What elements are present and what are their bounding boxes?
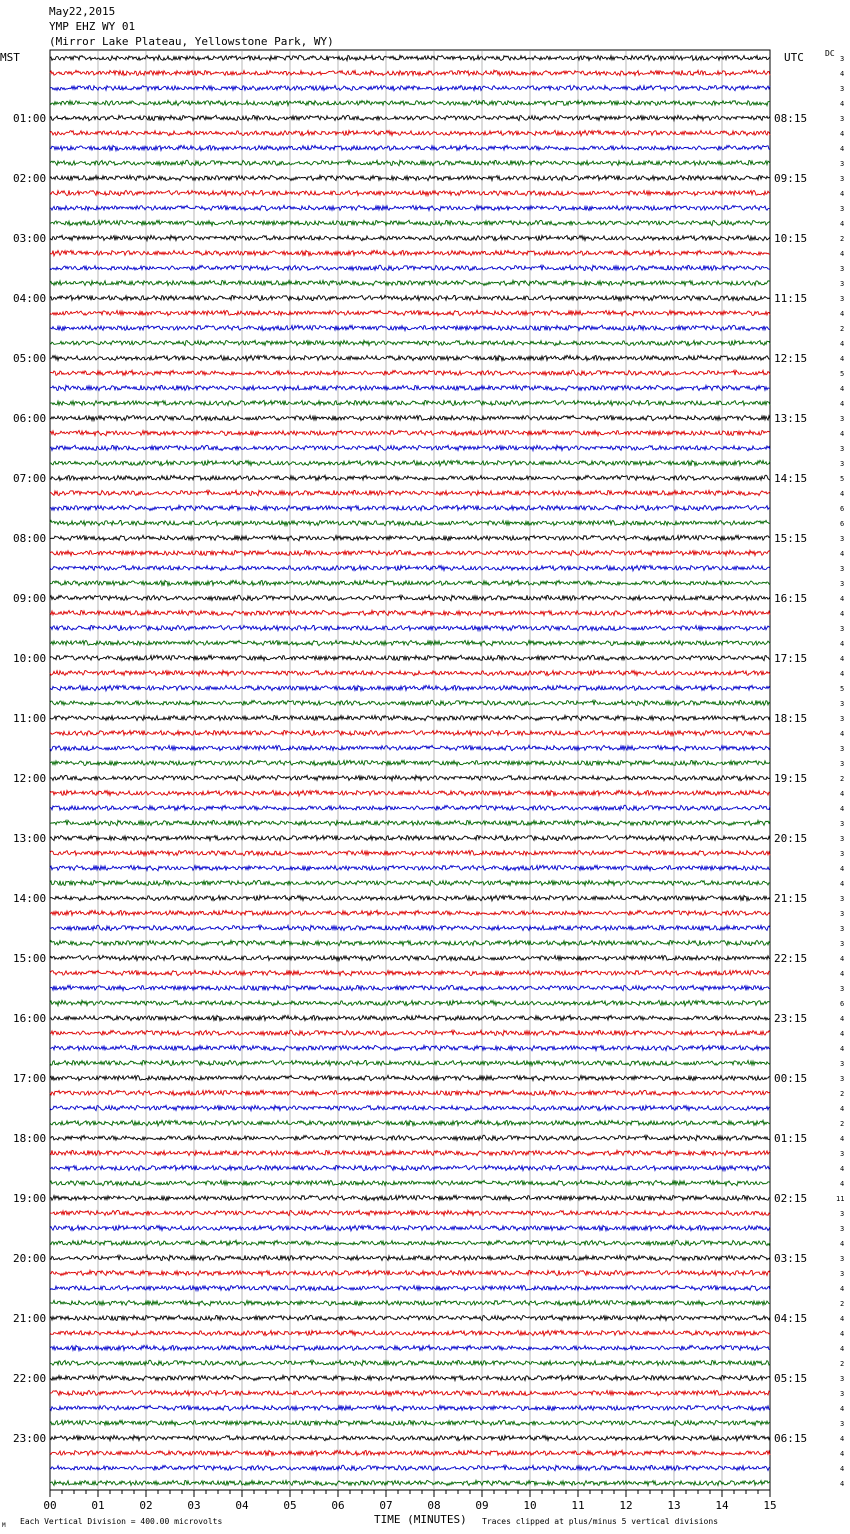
dc-value: 3	[840, 1225, 845, 1233]
trace-row-94	[50, 1450, 770, 1455]
trace-row-43	[50, 685, 770, 691]
dc-value: 3	[840, 1075, 845, 1083]
trace-row-24	[50, 400, 770, 405]
dc-value: 3	[840, 820, 845, 828]
right-hour-label: 08:15	[774, 112, 808, 125]
trace-row-8	[50, 160, 770, 166]
right-hour-label: 23:15	[774, 1012, 808, 1025]
trace-row-93	[50, 1435, 770, 1440]
x-axis	[43, 1490, 776, 1512]
trace-row-57	[50, 895, 770, 900]
trace-row-21	[50, 355, 770, 361]
x-tick-label: 12	[619, 1499, 633, 1512]
trace-row-75	[50, 1165, 770, 1170]
trace-row-44	[50, 700, 770, 706]
corner-mark: M	[2, 1522, 6, 1529]
left-hour-label: 09:00	[13, 592, 47, 605]
dc-value: 4	[840, 100, 845, 108]
trace-row-51	[50, 805, 770, 810]
dc-value: 4	[840, 70, 845, 78]
left-hour-label: 05:00	[13, 352, 47, 365]
trace-row-29	[50, 475, 770, 480]
dc-value: 11	[836, 1195, 845, 1203]
dc-value: 3	[840, 745, 845, 753]
right-hour-label: 09:15	[774, 172, 808, 185]
right-hour-label: 11:15	[774, 292, 808, 305]
dc-value: 3	[840, 85, 845, 93]
right-hour-label: 03:15	[774, 1252, 808, 1265]
dc-value: 2	[840, 325, 845, 333]
dc-value: 4	[840, 130, 845, 138]
trace-row-64	[50, 1000, 770, 1005]
dc-value: 3	[840, 160, 845, 168]
trace-row-70	[50, 1090, 770, 1095]
record-date: May22,2015	[49, 5, 116, 18]
trace-row-47	[50, 745, 770, 750]
dc-value: 3	[840, 940, 845, 948]
trace-row-48	[50, 760, 770, 765]
trace-row-19	[50, 325, 770, 330]
trace-row-39	[50, 625, 770, 630]
x-tick-label: 13	[667, 1499, 681, 1512]
right-hour-label: 19:15	[774, 772, 808, 785]
trace-row-25	[50, 415, 770, 420]
dc-value: 4	[840, 955, 845, 963]
trace-row-86	[50, 1330, 770, 1335]
dc-value: 3	[840, 835, 845, 843]
trace-row-4	[50, 100, 770, 105]
trace-row-28	[50, 460, 770, 466]
dc-value: 3	[840, 580, 845, 588]
dc-value: 2	[840, 775, 845, 783]
trace-row-27	[50, 445, 770, 450]
x-tick-label: 01	[91, 1499, 105, 1512]
trace-row-90	[50, 1390, 770, 1395]
dc-value: 4	[840, 640, 845, 648]
dc-value: 3	[840, 265, 845, 273]
trace-row-69	[50, 1075, 770, 1080]
right-hour-label: 18:15	[774, 712, 808, 725]
left-hour-label: 16:00	[13, 1012, 47, 1025]
trace-row-52	[50, 820, 770, 825]
dc-value: 2	[840, 1120, 845, 1128]
trace-row-63	[50, 985, 770, 990]
trace-row-33	[50, 535, 770, 541]
right-hour-label: 17:15	[774, 652, 808, 665]
trace-row-88	[50, 1360, 770, 1366]
trace-row-46	[50, 730, 770, 735]
dc-value: 3	[840, 925, 845, 933]
dc-value: 3	[840, 910, 845, 918]
right-hour-label: 13:15	[774, 412, 808, 425]
dc-value: 5	[840, 370, 845, 378]
left-hour-label: 03:00	[13, 232, 47, 245]
trace-row-79	[50, 1225, 770, 1231]
trace-row-26	[50, 430, 770, 436]
dc-value: 3	[840, 55, 845, 63]
trace-row-5	[50, 115, 770, 120]
trace-row-13	[50, 235, 770, 240]
dc-value: 4	[840, 1045, 845, 1053]
trace-row-36	[50, 580, 770, 585]
dc-value: 6	[840, 520, 845, 528]
dc-value: 4	[840, 250, 845, 258]
dc-value: 4	[840, 490, 845, 498]
trace-row-84	[50, 1300, 770, 1306]
dc-value: 3	[840, 760, 845, 768]
dc-value: 3	[840, 460, 845, 468]
dc-value: 4	[840, 1465, 845, 1473]
dc-value: 4	[840, 145, 845, 153]
x-tick-label: 06	[331, 1499, 345, 1512]
right-hour-label: 21:15	[774, 892, 808, 905]
dc-value: 3	[840, 175, 845, 183]
trace-row-95	[50, 1465, 770, 1471]
trace-row-72	[50, 1120, 770, 1126]
dc-value: 3	[840, 715, 845, 723]
left-hour-label: 14:00	[13, 892, 47, 905]
x-tick-label: 09	[475, 1499, 489, 1512]
right-hour-label: 10:15	[774, 232, 808, 245]
trace-row-92	[50, 1420, 770, 1425]
trace-row-42	[50, 670, 770, 675]
dc-value: 4	[840, 385, 845, 393]
dc-value: 3	[840, 115, 845, 123]
trace-row-74	[50, 1150, 770, 1155]
dc-value: 4	[840, 610, 845, 618]
dc-value: 4	[840, 340, 845, 348]
dc-value: 4	[840, 1285, 845, 1293]
right-hour-label: 12:15	[774, 352, 808, 365]
x-tick-label: 05	[283, 1499, 297, 1512]
trace-row-22	[50, 370, 770, 375]
dc-value: 4	[840, 355, 845, 363]
right-hour-label: 16:15	[774, 592, 808, 605]
left-hour-label: 13:00	[13, 832, 47, 845]
dc-value: 5	[840, 685, 845, 693]
dc-value: 2	[840, 1360, 845, 1368]
dc-value: 4	[840, 1450, 845, 1458]
trace-row-9	[50, 175, 770, 180]
dc-value: 3	[840, 1150, 845, 1158]
trace-row-76	[50, 1180, 770, 1185]
dc-value: 3	[840, 1375, 845, 1383]
dc-value: 4	[840, 1330, 845, 1338]
trace-row-30	[50, 490, 770, 495]
trace-row-11	[50, 205, 770, 210]
dc-value: 4	[840, 1165, 845, 1173]
dc-value: 4	[840, 1315, 845, 1323]
dc-value: 3	[840, 1420, 845, 1428]
right-timezone-label: UTC	[784, 51, 804, 64]
dc-value: 4	[840, 1405, 845, 1413]
dc-value: 3	[840, 295, 845, 303]
right-hour-labels	[774, 112, 807, 1445]
trace-row-34	[50, 550, 770, 555]
trace-row-96	[50, 1480, 770, 1485]
x-tick-label: 00	[43, 1499, 57, 1512]
trace-row-18	[50, 310, 770, 315]
left-hour-label: 18:00	[13, 1132, 47, 1145]
right-hour-label: 22:15	[774, 952, 808, 965]
dc-value: 3	[840, 280, 845, 288]
trace-row-41	[50, 655, 770, 660]
left-hour-label: 17:00	[13, 1072, 47, 1085]
dc-value: 6	[840, 505, 845, 513]
trace-row-6	[50, 130, 770, 135]
right-hour-label: 00:15	[774, 1072, 808, 1085]
left-hour-label: 10:00	[13, 652, 47, 665]
dc-value: 4	[840, 595, 845, 603]
dc-value: 6	[840, 1000, 845, 1008]
dc-values	[836, 55, 844, 1488]
x-tick-label: 10	[523, 1499, 537, 1512]
left-hour-label: 19:00	[13, 1192, 47, 1205]
x-tick-label: 15	[763, 1499, 777, 1512]
dc-value: 4	[840, 1105, 845, 1113]
dc-value: 4	[840, 880, 845, 888]
trace-row-68	[50, 1060, 770, 1065]
trace-row-59	[50, 925, 770, 931]
trace-row-67	[50, 1045, 770, 1050]
dc-value: 4	[840, 655, 845, 663]
x-tick-label: 11	[571, 1499, 585, 1512]
clip-note: Traces clipped at plus/minus 5 vertical divisions	[482, 1517, 719, 1526]
left-hour-label: 01:00	[13, 112, 47, 125]
trace-row-81	[50, 1255, 770, 1260]
dc-value: 3	[840, 535, 845, 543]
left-hour-label: 15:00	[13, 952, 47, 965]
left-hour-label: 06:00	[13, 412, 47, 425]
dc-value: 4	[840, 190, 845, 198]
trace-row-85	[50, 1315, 770, 1320]
trace-row-7	[50, 145, 770, 150]
dc-value: 4	[840, 1135, 845, 1143]
trace-row-55	[50, 865, 770, 871]
x-tick-label: 14	[715, 1499, 729, 1512]
dc-value: 4	[840, 1030, 845, 1038]
dc-value: 4	[840, 220, 845, 228]
trace-row-45	[50, 715, 770, 720]
trace-row-1	[50, 55, 770, 60]
x-tick-label: 02	[139, 1499, 153, 1512]
trace-row-37	[50, 595, 770, 601]
dc-header-label: DC	[825, 49, 835, 58]
left-hour-label: 07:00	[13, 472, 47, 485]
trace-row-49	[50, 775, 770, 780]
dc-value: 2	[840, 235, 845, 243]
trace-row-31	[50, 505, 770, 510]
dc-value: 3	[840, 895, 845, 903]
left-hour-label: 22:00	[13, 1372, 47, 1385]
left-hour-label: 23:00	[13, 1432, 47, 1445]
x-tick-label: 07	[379, 1499, 393, 1512]
dc-value: 3	[840, 1060, 845, 1068]
trace-row-82	[50, 1270, 770, 1275]
dc-value: 4	[840, 1180, 845, 1188]
trace-row-54	[50, 850, 770, 855]
trace-row-2	[50, 70, 770, 76]
trace-row-53	[50, 835, 770, 840]
left-hour-label: 21:00	[13, 1312, 47, 1325]
trace-row-78	[50, 1210, 770, 1215]
trace-row-66	[50, 1030, 770, 1036]
dc-value: 3	[840, 700, 845, 708]
right-hour-label: 04:15	[774, 1312, 808, 1325]
dc-value: 4	[840, 790, 845, 798]
trace-row-71	[50, 1105, 770, 1110]
dc-value: 4	[840, 1240, 845, 1248]
scale-note: Each Vertical Division = 400.00 microvolts	[20, 1517, 223, 1526]
dc-value: 4	[840, 310, 845, 318]
trace-row-35	[50, 565, 770, 570]
trace-row-80	[50, 1240, 770, 1245]
dc-value: 3	[840, 985, 845, 993]
trace-group	[50, 55, 770, 1485]
dc-value: 3	[840, 1210, 845, 1218]
dc-value: 4	[840, 1480, 845, 1488]
trace-row-3	[50, 86, 770, 91]
dc-value: 4	[840, 670, 845, 678]
dc-value: 3	[840, 1255, 845, 1263]
dc-value: 4	[840, 550, 845, 558]
left-hour-labels	[13, 112, 46, 1445]
dc-value: 2	[840, 1300, 845, 1308]
dc-value: 4	[840, 430, 845, 438]
dc-value: 4	[840, 400, 845, 408]
dc-value: 4	[840, 970, 845, 978]
right-hour-label: 15:15	[774, 532, 808, 545]
dc-value: 4	[840, 865, 845, 873]
dc-value: 4	[840, 1435, 845, 1443]
dc-value: 2	[840, 1090, 845, 1098]
trace-row-77	[50, 1195, 770, 1200]
dc-value: 3	[840, 445, 845, 453]
x-tick-label: 03	[187, 1499, 201, 1512]
dc-value: 4	[840, 805, 845, 813]
dc-value: 3	[840, 625, 845, 633]
dc-value: 3	[840, 1390, 845, 1398]
trace-row-32	[50, 520, 770, 525]
trace-row-15	[50, 265, 770, 271]
dc-value: 3	[840, 565, 845, 573]
trace-row-38	[50, 610, 770, 615]
left-hour-label: 02:00	[13, 172, 47, 185]
trace-row-89	[50, 1375, 770, 1380]
trace-row-87	[50, 1345, 770, 1350]
trace-row-56	[50, 880, 770, 885]
trace-row-62	[50, 970, 770, 976]
trace-row-16	[50, 280, 770, 285]
trace-row-14	[50, 250, 770, 256]
left-hour-label: 12:00	[13, 772, 47, 785]
right-hour-label: 01:15	[774, 1132, 808, 1145]
left-hour-label: 04:00	[13, 292, 47, 305]
dc-value: 3	[840, 850, 845, 858]
left-hour-label: 20:00	[13, 1252, 47, 1265]
trace-row-20	[50, 340, 770, 345]
dc-value: 4	[840, 1345, 845, 1353]
right-hour-label: 06:15	[774, 1432, 808, 1445]
trace-row-60	[50, 940, 770, 945]
right-hour-label: 14:15	[774, 472, 808, 485]
trace-row-61	[50, 956, 770, 961]
trace-row-50	[50, 790, 770, 796]
trace-row-91	[50, 1405, 770, 1410]
trace-row-10	[50, 190, 770, 195]
trace-row-83	[50, 1285, 770, 1290]
left-hour-label: 11:00	[13, 712, 47, 725]
x-axis-title: TIME (MINUTES)	[374, 1513, 467, 1526]
dc-value: 4	[840, 1015, 845, 1023]
trace-row-12	[50, 220, 770, 225]
trace-row-40	[50, 640, 770, 645]
right-hour-label: 05:15	[774, 1372, 808, 1385]
right-hour-label: 20:15	[774, 832, 808, 845]
trace-row-65	[50, 1015, 770, 1020]
left-hour-label: 08:00	[13, 532, 47, 545]
right-hour-label: 02:15	[774, 1192, 808, 1205]
dc-value: 3	[840, 205, 845, 213]
dc-value: 5	[840, 475, 845, 483]
x-tick-label: 08	[427, 1499, 441, 1512]
trace-row-58	[50, 910, 770, 915]
trace-row-73	[50, 1135, 770, 1141]
x-tick-label: 04	[235, 1499, 249, 1512]
station-location: (Mirror Lake Plateau, Yellowstone Park, WY)	[49, 35, 334, 48]
trace-row-17	[50, 295, 770, 300]
dc-value: 3	[840, 415, 845, 423]
dc-value: 3	[840, 1270, 845, 1278]
left-timezone-label: MST	[0, 51, 20, 64]
trace-row-23	[50, 385, 770, 390]
station-name: YMP EHZ WY 01	[49, 20, 136, 33]
dc-value: 4	[840, 730, 845, 738]
